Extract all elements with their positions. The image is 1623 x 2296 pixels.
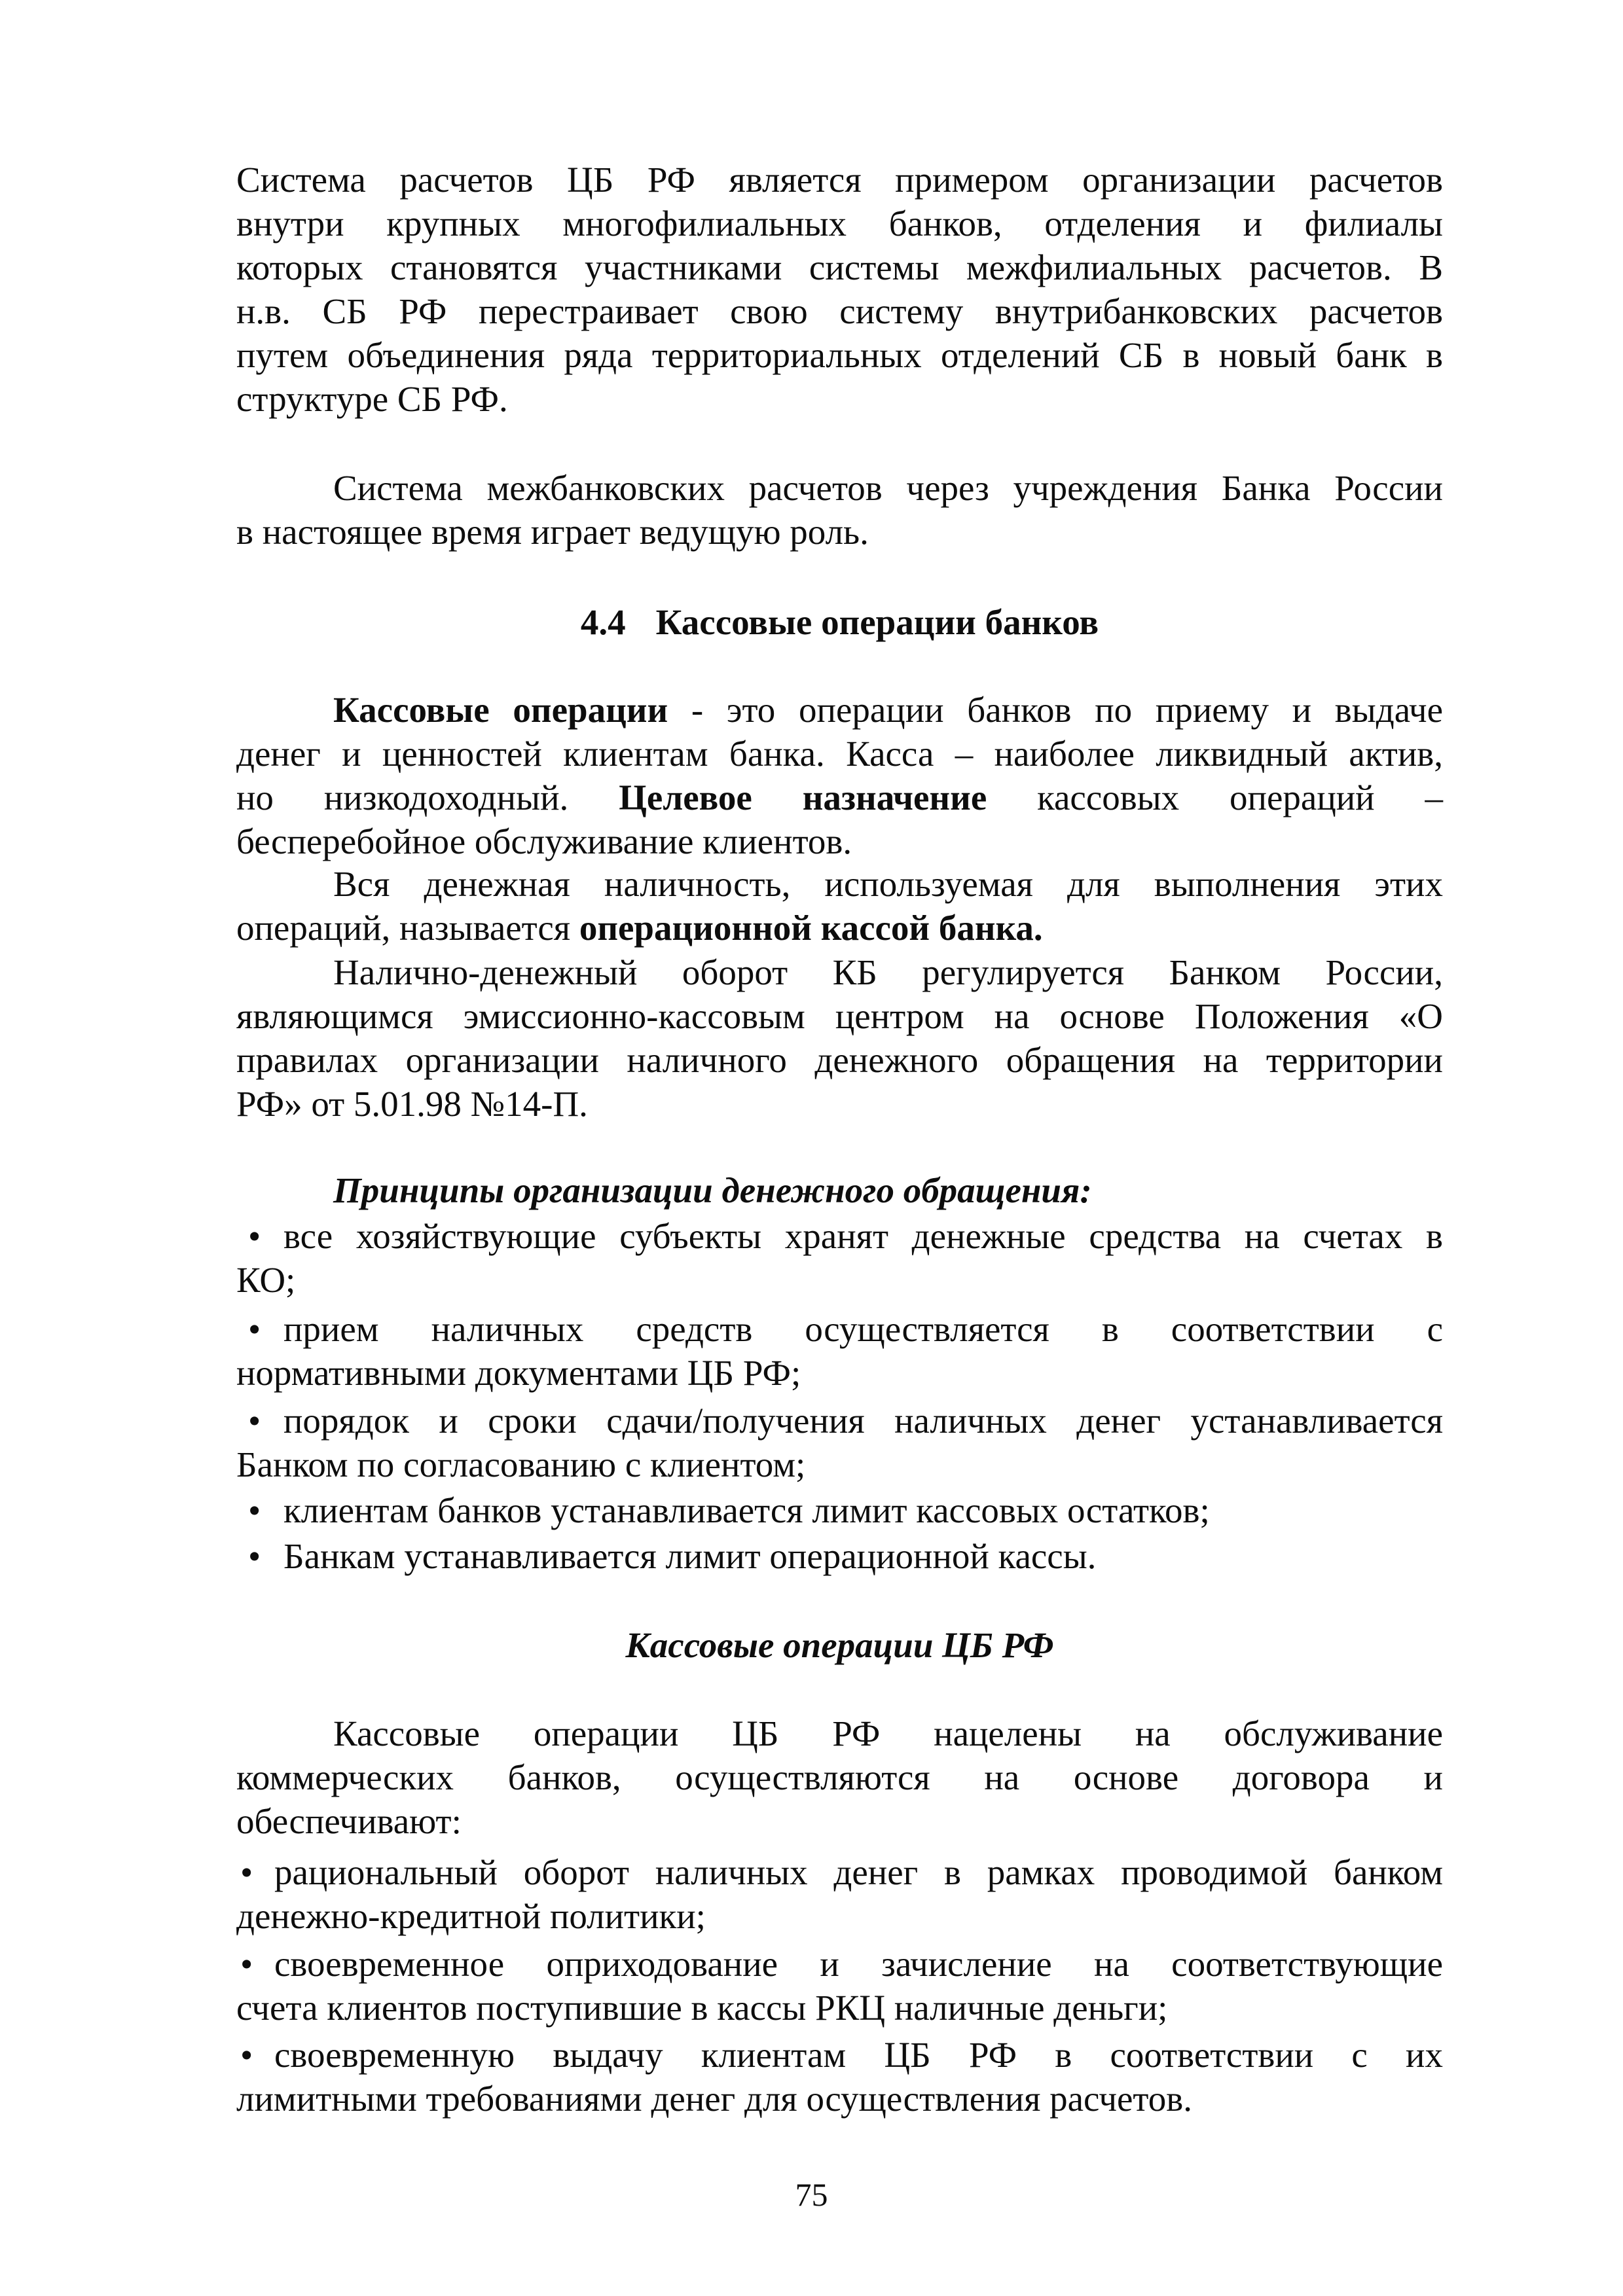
text-line: н.в. СБ РФ перестраивает свою систему внутрибанковских расчетов — [236, 291, 1443, 331]
text-line: обеспечивают: — [236, 1801, 462, 1841]
text-line — [236, 1488, 1443, 1532]
page-number: 75 — [795, 2176, 828, 2213]
bullet-icon — [236, 1399, 283, 1443]
text-line: Банком по согласованию с клиентом; — [236, 1444, 806, 1484]
bullet-icon — [236, 2033, 274, 2077]
list-item — [236, 2033, 1443, 2121]
text-span: своевременное оприходование и зачисление на соответствующие — [274, 1944, 1443, 1984]
text-line: счета клиентов поступившие в кассы РКЦ наличные деньги; — [236, 1988, 1168, 2028]
bullet-icon — [236, 1307, 283, 1351]
text-line — [236, 688, 1443, 732]
text-span: операций, называется — [236, 908, 579, 948]
bullet-icon — [236, 1534, 283, 1578]
text-line — [236, 1214, 1443, 1258]
text-line: которых становятся участниками системы межфилиальных расчетов. В — [236, 247, 1443, 287]
bullet-icon — [236, 1850, 274, 1894]
interbank-paragraph — [236, 466, 1443, 554]
bullet-icon — [236, 1942, 274, 1986]
text-line: Кассовые операции ЦБ РФ нацелены на обслуживание — [333, 1713, 1443, 1753]
text-line: Налично-денежный оборот КБ регулируется Банком России, — [333, 952, 1443, 992]
text-line: денежно-кредитной политики; — [236, 1896, 706, 1936]
text-line: путем объединения ряда территориальных отделений СБ в новый банк в — [236, 335, 1443, 375]
list-item — [236, 1214, 1443, 1302]
text-span: своевременную выдачу клиентам ЦБ РФ в соответствии с их — [274, 2035, 1443, 2075]
text-line — [236, 2033, 1443, 2077]
list-item — [236, 1399, 1443, 1486]
bullet-icon — [236, 1214, 283, 1258]
text-line: Система межбанковских расчетов через учреждения Банка России — [333, 468, 1443, 508]
term-cash-operations: Кассовые операции — [333, 690, 668, 730]
cb-operations-heading: Кассовые операции ЦБ РФ — [625, 1625, 1054, 1665]
term-purpose: Целевое назначение — [619, 778, 987, 817]
list-item — [236, 1534, 1443, 1578]
bullet-icon — [236, 1488, 283, 1532]
text-span: рациональный оборот наличных денег в рамках проводимой банком — [274, 1852, 1443, 1892]
term-operational-cash-desk: операционной кассой банка. — [579, 908, 1043, 948]
text-line — [236, 1534, 1443, 1578]
text-line: являющимся эмиссионно-кассовым центром на основе Положения «О — [236, 996, 1443, 1036]
text-line: нормативными документами ЦБ РФ; — [236, 1353, 801, 1393]
text-line: бесперебойное обслуживание клиентов. — [236, 821, 852, 861]
text-line: Система расчетов ЦБ РФ является примером организации расчетов — [236, 160, 1443, 200]
text-line: коммерческих банков, осуществляются на основе договора и — [236, 1757, 1443, 1797]
cb-operations-paragraph — [236, 1712, 1443, 1843]
text-line — [236, 776, 1443, 819]
text-span: прием наличных средств осуществляется в соответствии с — [283, 1309, 1443, 1349]
definition-paragraph — [236, 688, 1443, 863]
text-span: но низкодоходный. — [236, 778, 619, 817]
list-item — [236, 1488, 1443, 1532]
text-line: структуре СБ РФ. — [236, 379, 508, 419]
text-line: лимитными требованиями денег для осуществления расчетов. — [236, 2079, 1192, 2119]
text-span: все хозяйствующие субъекты хранят денежные средства на счетах в — [283, 1216, 1443, 1256]
list-item — [236, 1942, 1443, 2030]
text-span: кассовых операций – — [987, 778, 1444, 817]
section-number: 4.4 — [580, 602, 626, 642]
text-line: КО; — [236, 1260, 296, 1300]
intro-paragraph — [236, 158, 1443, 421]
text-line: Вся денежная наличность, используемая для выполнения этих — [333, 864, 1443, 904]
text-line: денег и ценностей клиентам банка. Касса – наиболее ликвидный актив, — [236, 734, 1443, 774]
text-line: в настоящее время играет ведущую роль. — [236, 512, 869, 552]
list-item — [236, 1307, 1443, 1395]
text-span: - это операции банков по приему и выдаче — [668, 690, 1443, 730]
text-span: Банкам устанавливается лимит операционной кассы. — [283, 1536, 1097, 1576]
section-title: Кассовые операции банков — [655, 602, 1099, 642]
text-line — [236, 906, 1443, 950]
section-heading — [236, 600, 1443, 644]
text-line — [236, 1850, 1443, 1894]
text-line: правилах организации наличного денежного обращения на территории — [236, 1040, 1443, 1080]
text-line — [236, 1942, 1443, 1986]
text-line — [236, 1399, 1443, 1443]
list-item — [236, 1850, 1443, 1938]
regulation-paragraph — [236, 950, 1443, 1126]
text-line — [236, 1307, 1443, 1351]
text-span: клиентам банков устанавливается лимит кассовых остатков; — [283, 1490, 1210, 1530]
cash-desk-paragraph — [236, 862, 1443, 950]
text-line: РФ» от 5.01.98 №14-П. — [236, 1084, 588, 1124]
text-span: порядок и сроки сдачи/получения наличных денег устанавливается — [283, 1401, 1443, 1441]
principles-heading: Принципы организации денежного обращения: — [333, 1170, 1092, 1210]
text-line: внутри крупных многофилиальных банков, отделения и филиалы — [236, 204, 1443, 243]
